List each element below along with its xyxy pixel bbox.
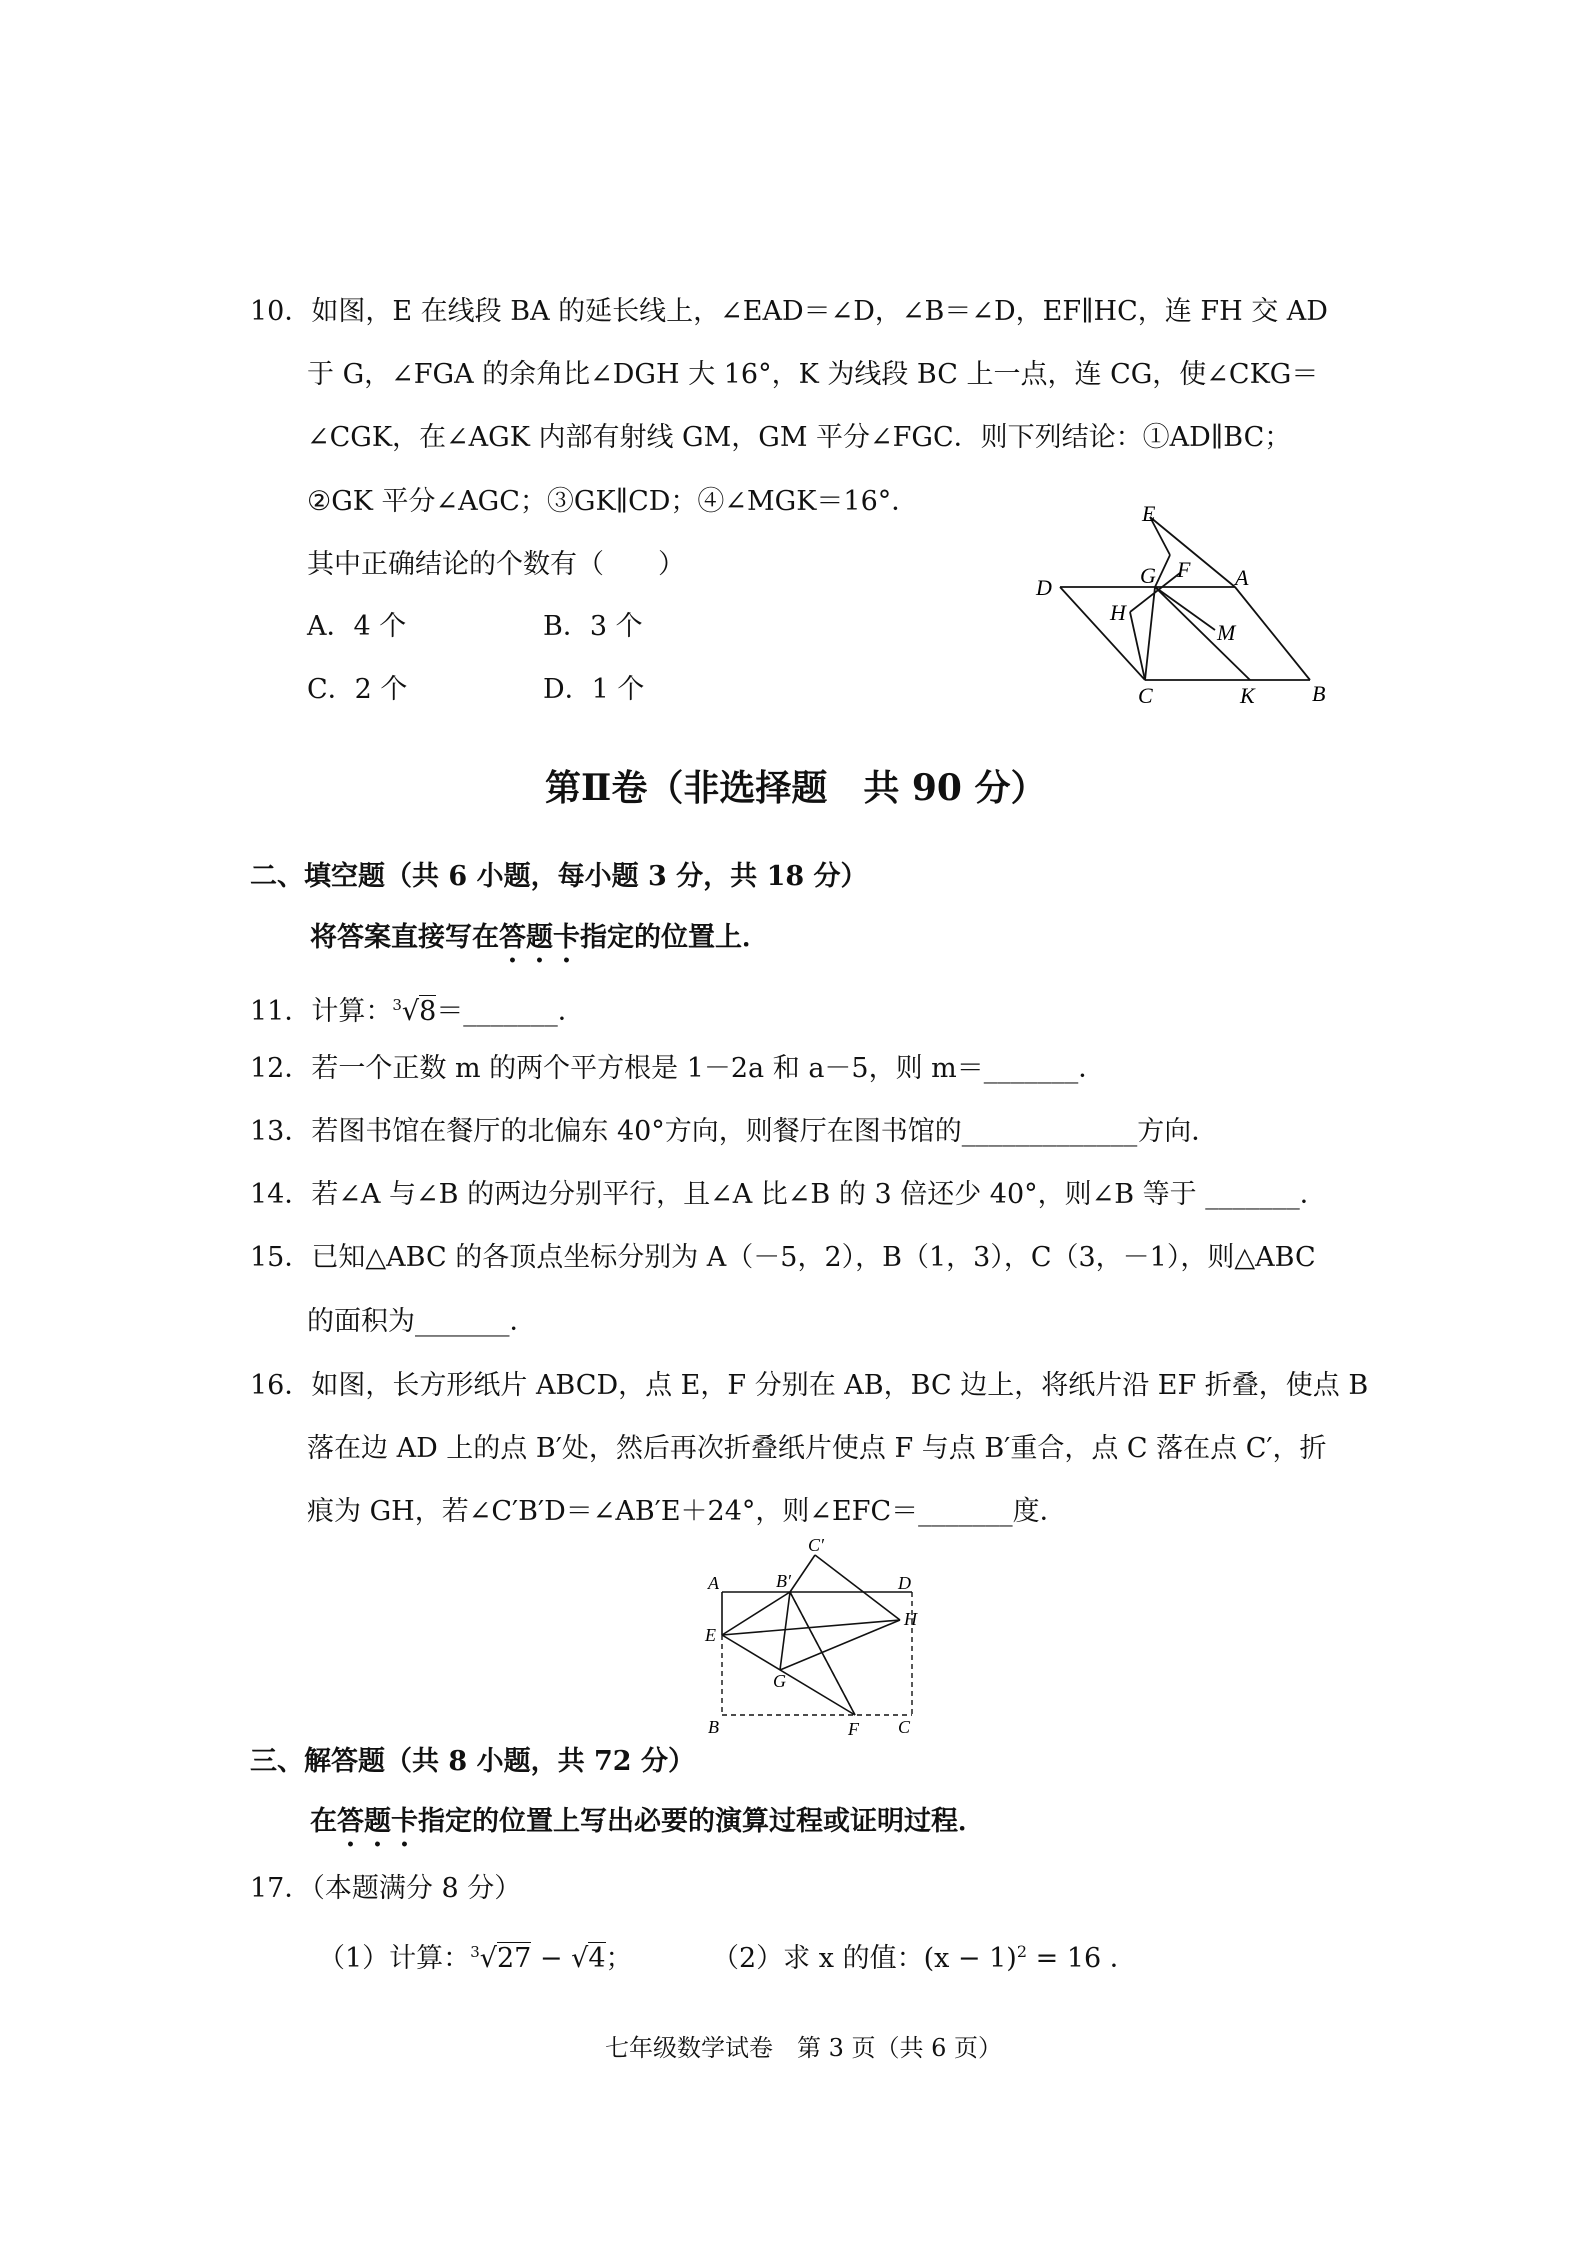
q10-label-e: E bbox=[1142, 501, 1156, 526]
q16-label-g: G bbox=[773, 1671, 786, 1691]
q16-label-h: H bbox=[904, 1609, 917, 1629]
q10-line-5: 其中正确结论的个数有（ ） bbox=[307, 549, 685, 580]
q11: 11．计算：$^3$√8＝_______． bbox=[250, 996, 585, 1027]
q15-line-2: 的面积为_______． bbox=[307, 1306, 537, 1337]
q10-label-c: C bbox=[1138, 683, 1153, 708]
q15-line-1: 15．已知△ABC 的各顶点坐标分别为 A（－5，2），B（1，3），C（3，－1），则△ABC bbox=[250, 1242, 1316, 1273]
q10-label-d: D bbox=[1036, 575, 1052, 600]
q10-label-m: M bbox=[1217, 620, 1236, 645]
q10-figure bbox=[1030, 495, 1350, 710]
q10-line-3: ∠CGK，在∠AGK 内部有射线 GM，GM 平分∠FGC．则下列结论：①AD∥BC； bbox=[307, 422, 1292, 453]
q17-head: 17．（本题满分 8 分） bbox=[250, 1873, 522, 1904]
q10-label-h: H bbox=[1110, 600, 1126, 625]
section-title: 第Ⅱ卷（非选择题 共 90 分） bbox=[545, 767, 1047, 809]
part2-instruction: 将答案直接写在答题卡指定的位置上． bbox=[310, 922, 769, 953]
q16-line-2: 落在边 AD 上的点 B′处，然后再次折叠纸片使点 F 与点 B′重合，点 C 落在点 C′，折 bbox=[307, 1433, 1327, 1464]
q16-label-e: E bbox=[705, 1625, 716, 1645]
q10-line-4: ②GK 平分∠AGC；③GK∥CD；④∠MGK＝16°． bbox=[307, 486, 919, 517]
q10-option-c: C．2 个 bbox=[307, 674, 408, 705]
q10-label-b: B bbox=[1312, 681, 1326, 706]
q16-label-a: A bbox=[708, 1573, 719, 1593]
q10-option-d: D．1 个 bbox=[543, 674, 645, 705]
page-footer: 七年级数学试卷 第 3 页（共 6 页） bbox=[605, 2034, 1003, 2062]
q17-part1: （1）计算：$^3$√27 − √4； bbox=[318, 1943, 633, 1974]
part3-heading: 三、解答题（共 8 小题，共 72 分） bbox=[250, 1746, 695, 1777]
q12: 12．若一个正数 m 的两个平方根是 1－2a 和 a－5，则 m＝_______． bbox=[250, 1053, 1106, 1084]
q10-line-1: 10．如图，E 在线段 BA 的延长线上，∠EAD＝∠D，∠B＝∠D，EF∥HC，连 FH 交 AD bbox=[250, 296, 1328, 327]
q16-label-d: D bbox=[898, 1573, 911, 1593]
q10-label-k: K bbox=[1240, 683, 1255, 708]
q16-label-b-prime: B′ bbox=[776, 1571, 791, 1591]
q16-figure bbox=[690, 1535, 940, 1745]
q16-line-1: 16．如图，长方形纸片 ABCD，点 E，F 分别在 AB，BC 边上，将纸片沿 EF 折叠，使点 B bbox=[250, 1370, 1369, 1401]
q16-label-c: C bbox=[898, 1717, 911, 1737]
q10-label-a: A bbox=[1235, 565, 1249, 590]
q10-label-f: F bbox=[1177, 557, 1191, 582]
q16-line-3: 痕为 GH，若∠C′B′D＝∠AB′E＋24°，则∠EFC＝_______度． bbox=[307, 1496, 1067, 1527]
q13: 13．若图书馆在餐厅的北偏东 40°方向，则餐厅在图书馆的_____________方向． bbox=[250, 1116, 1219, 1147]
q14: 14．若∠A 与∠B 的两边分别平行，且∠A 比∠B 的 3 倍还少 40°，则∠B 等于 _______． bbox=[250, 1179, 1327, 1210]
q10-label-g: G bbox=[1140, 563, 1156, 588]
q10-line-2: 于 G，∠FGA 的余角比∠DGH 大 16°，K 为线段 BC 上一点，连 CG，使∠CKG＝ bbox=[307, 359, 1319, 390]
q16-label-f: F bbox=[848, 1719, 859, 1739]
q17-part2: （2）求 x 的值：$(x - 1)^2 = 16$ ． bbox=[712, 1942, 1137, 1974]
part3-instruction: 在答题卡指定的位置上写出必要的演算过程或证明过程． bbox=[310, 1806, 985, 1837]
q10-option-b: B．3 个 bbox=[543, 611, 643, 642]
part2-heading: 二、填空题（共 6 小题，每小题 3 分，共 18 分） bbox=[250, 861, 868, 892]
q16-label-b: B bbox=[708, 1717, 719, 1737]
q10-option-a: A．4 个 bbox=[307, 611, 407, 642]
q16-label-c-prime: C′ bbox=[808, 1535, 824, 1555]
